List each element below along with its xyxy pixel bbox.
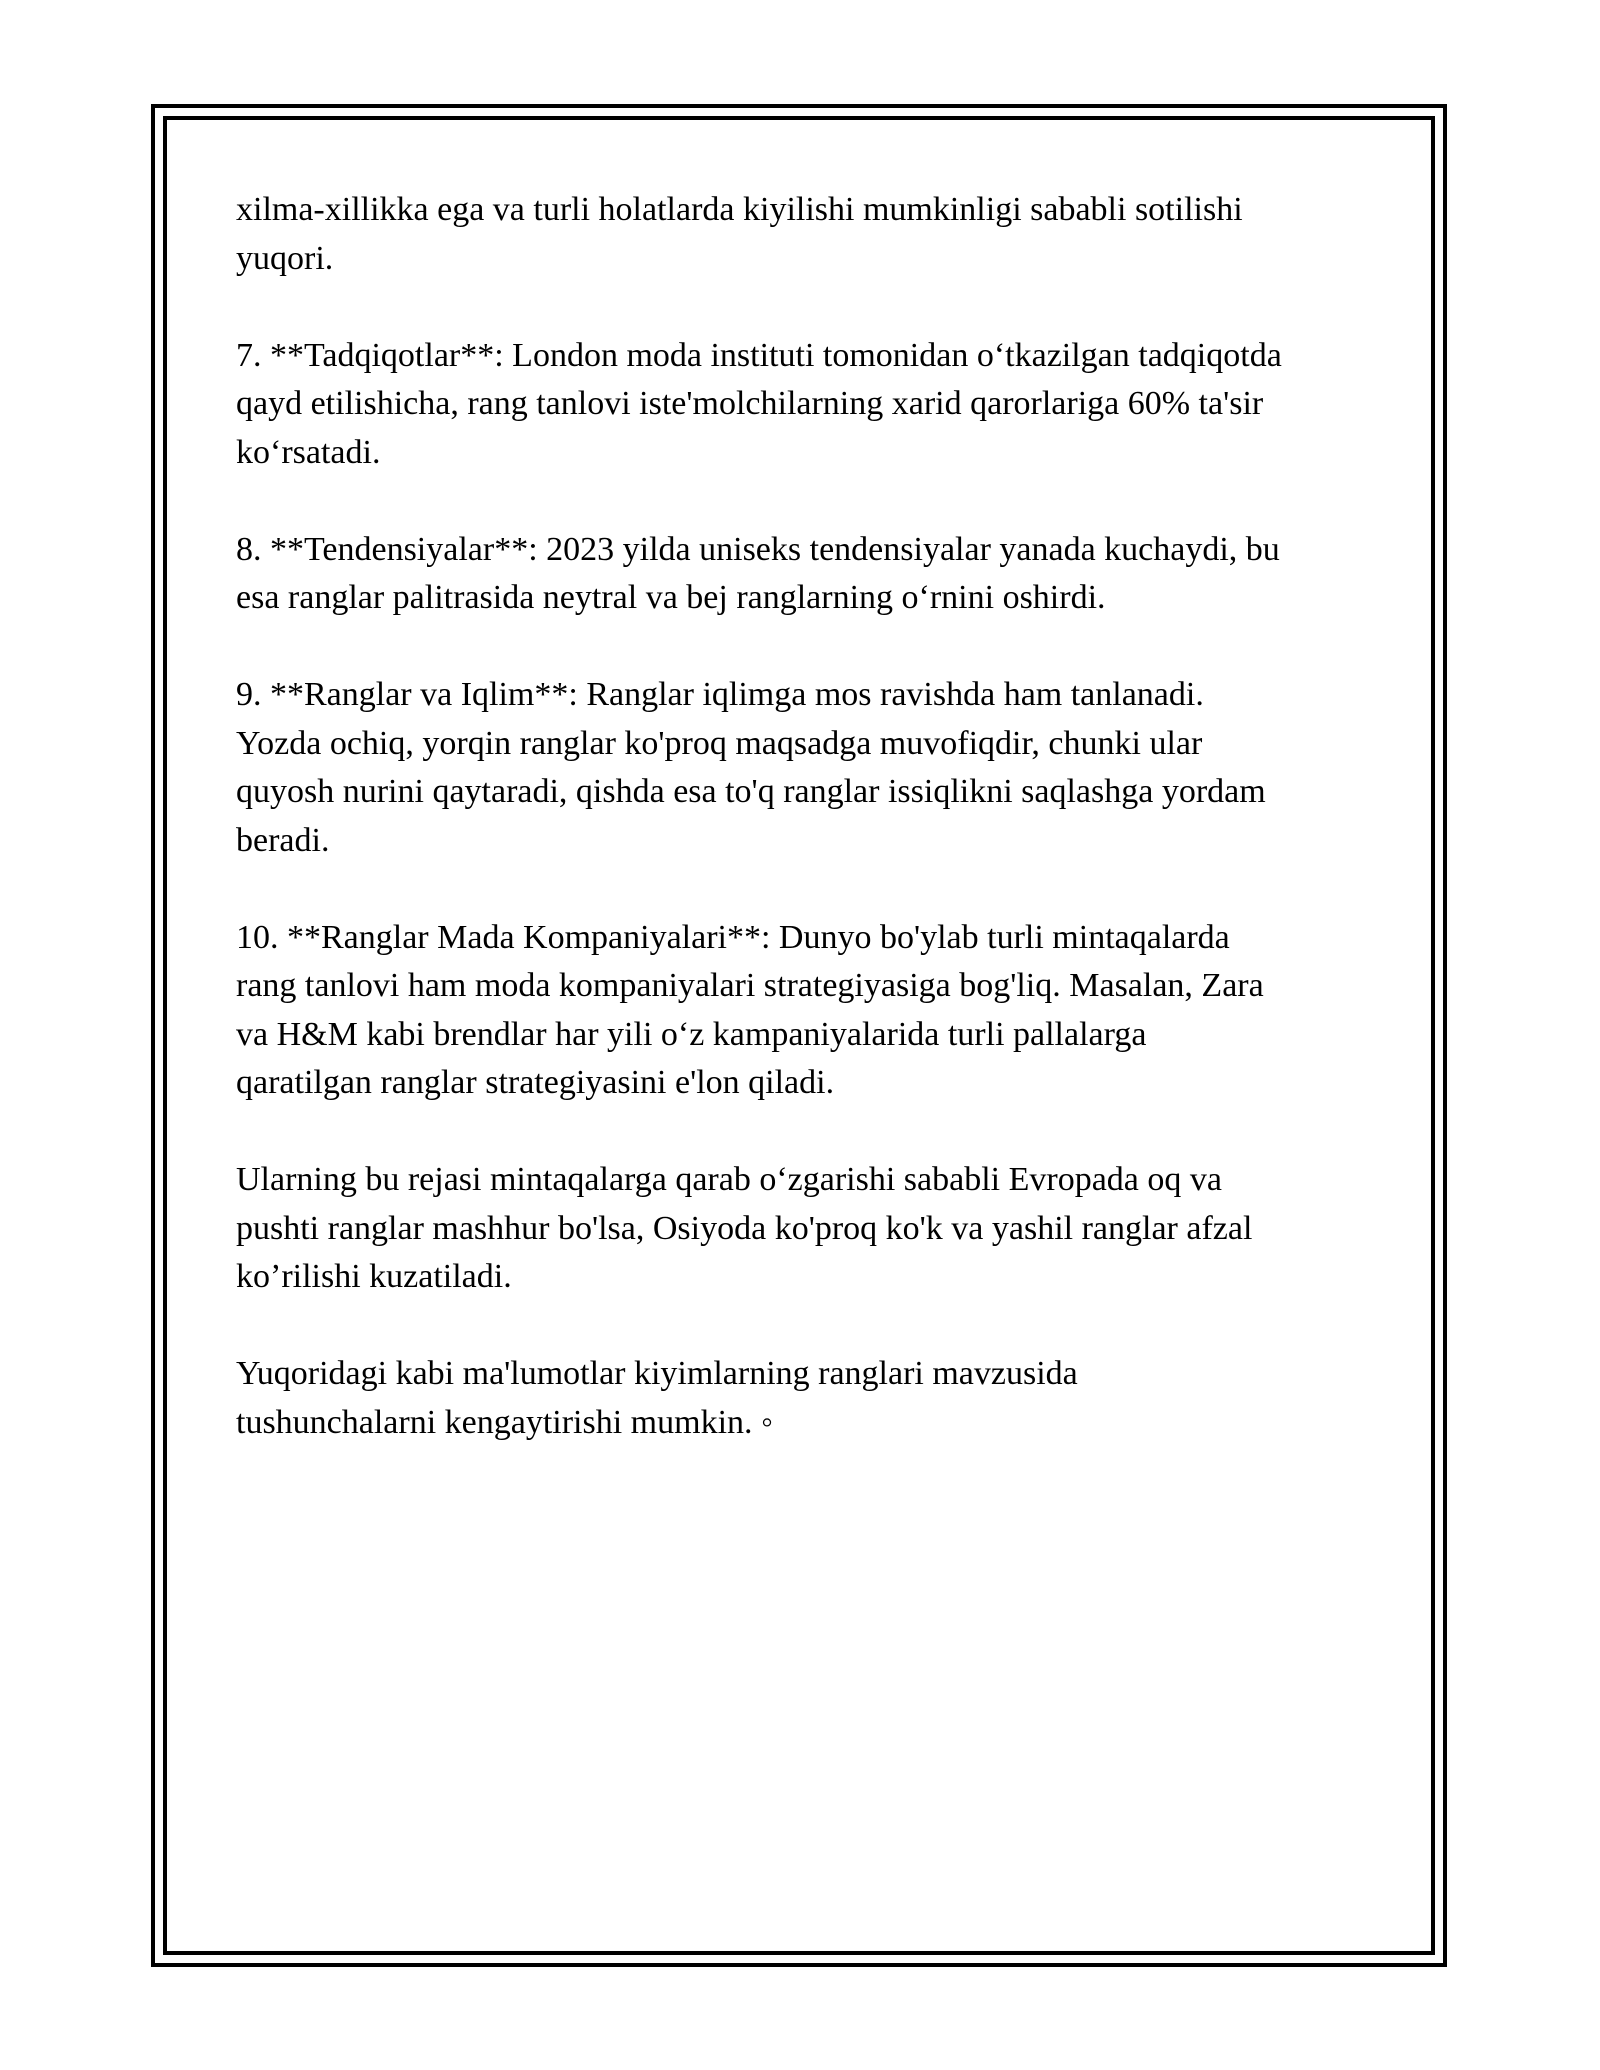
paragraph-item-9-climate: 9. **Ranglar va Iqlim**: Ranglar iqlimga mos ravishda ham tanlanadi. Yozda ochiq, yorqin ranglar ko'proq maqsadga muvofiqdir, chunki ular quyosh nurini qaytaradi, qishda esa to'q ranglar issiqlikni saqlashga yordam beradi. [236, 676, 1266, 859]
paragraph-item-8-trends: 8. **Tendensiyalar**: 2023 yilda uniseks tendensiyalar yanada kuchaydi, bu esa ranglar palitrasida neytral va bej ranglarning oʻrnini oshirdi. [236, 530, 1280, 616]
paragraph-item-10-companies: 10. **Ranglar Mada Kompaniyalari**: Dunyo bo'ylab turli mintaqalarda rang tanlovi ham moda kompaniyalari strategiyasiga bog'liq. Masalan, Zara va H&M kabi brendlar har yili oʻz kampaniyalarida turli pallalarga qaratilgan ranglar strategiyasini e'lon qiladi. [236, 918, 1264, 1101]
paragraph-item-7-research: 7. **Tadqiqotlar**: London moda instituti tomonidan oʻtkazilgan tadqiqotda qayd etilishicha, rang tanlovi iste'molchilarning xarid qarorlariga 60% ta'sir koʻrsatadi. [236, 336, 1282, 471]
paragraph-continuation: xilma-xillikka ega va turli holatlarda kiyilishi mumkinligi sababli sotilishi yuqori. [236, 191, 1243, 277]
paragraph-regional-preferences: Ularning bu rejasi mintaqalarga qarab oʻzgarishi sababli Evropada oq va pushti ranglar mashhur bo'lsa, Osiyoda ko'proq ko'k va yashil ranglar afzal ko’rilishi kuzatiladi. [236, 1161, 1253, 1295]
document-body [236, 186, 1386, 1447]
paragraph-conclusion: Yuqoridagi kabi ma'lumotlar kiyimlarning ranglari mavzusida tushunchalarni kengaytirishi mumkin. ◦ [236, 1355, 1078, 1441]
